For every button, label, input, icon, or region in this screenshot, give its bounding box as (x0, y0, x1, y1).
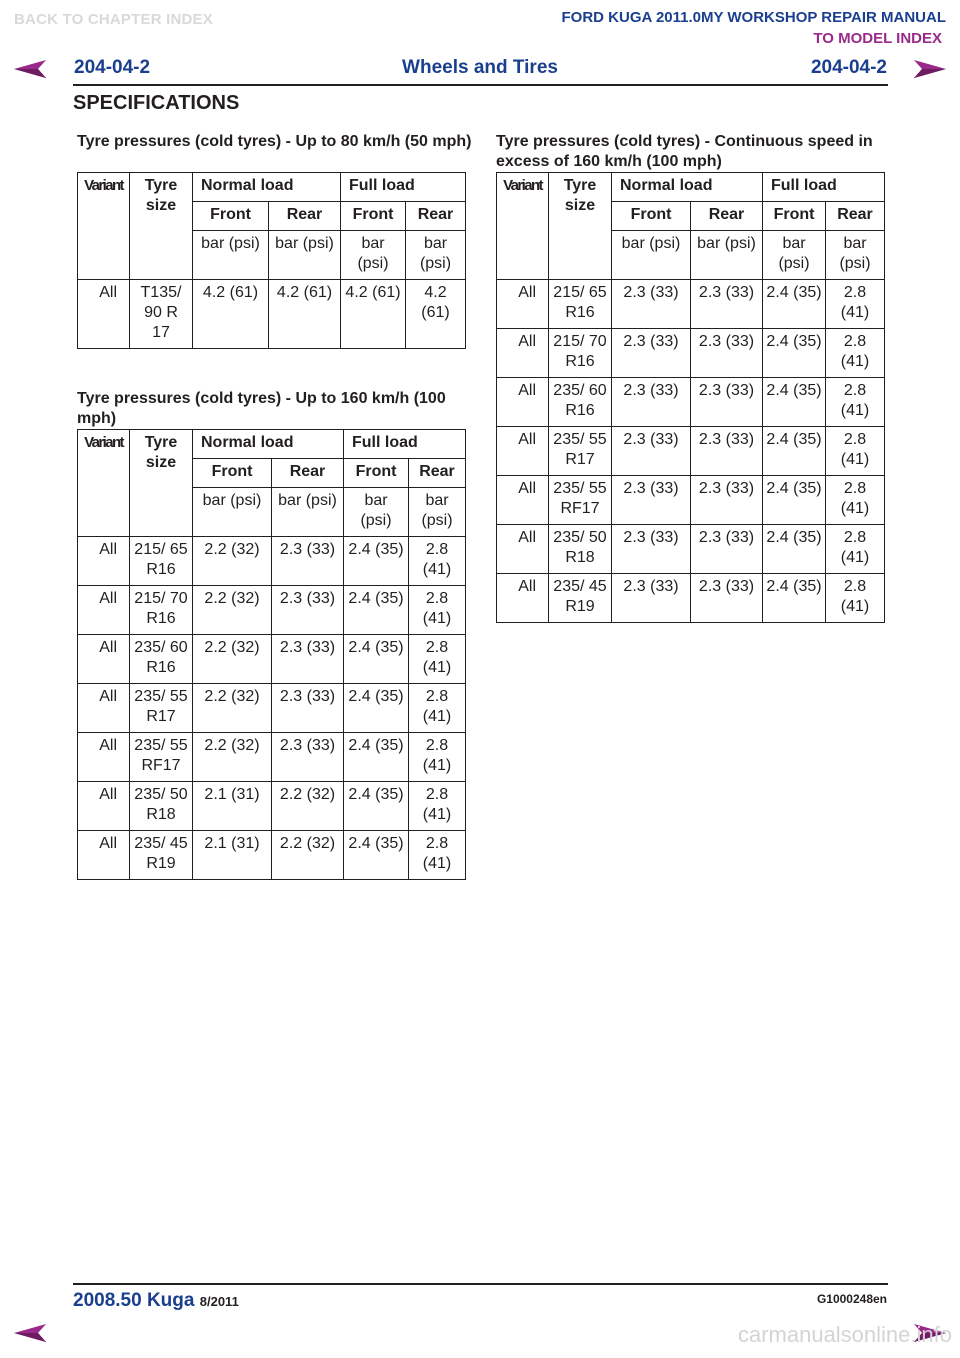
chapter-title: Wheels and Tires (402, 57, 558, 78)
pressure-cell: 2.4 (35) (344, 782, 409, 831)
pressure-cell: 2.4 (35) (344, 586, 409, 635)
table-row (497, 476, 885, 525)
pressure-cell: 4.2 (61) (341, 280, 406, 349)
table-row (78, 831, 466, 880)
pressure-cell: 2.3 (33) (612, 574, 691, 623)
manual-title: FORD KUGA 2011.0MY WORKSHOP REPAIR MANUAL (561, 9, 946, 26)
pressure-cell: 2.2 (32) (193, 635, 272, 684)
tyre-size-cell: 215/ 65 R16 (549, 280, 612, 329)
pressure-cell: 2.8 (41) (409, 782, 466, 831)
pressure-cell: 2.4 (35) (763, 378, 826, 427)
pressure-cell: 2.2 (32) (272, 782, 344, 831)
normal-rear-header: Rear (691, 202, 763, 231)
variant-cell: All (78, 782, 130, 831)
pressure-cell: 2.3 (33) (272, 733, 344, 782)
unit-cell: bar (psi) (691, 231, 763, 280)
variant-cell: All (78, 537, 130, 586)
footer-edition-text: 2008.50 Kuga (73, 1290, 195, 1311)
pressure-cell: 2.1 (31) (193, 782, 272, 831)
normal-rear-header: Rear (269, 202, 341, 231)
full-front-header: Front (341, 202, 406, 231)
tyre-size-cell: 215/ 70 R16 (130, 586, 193, 635)
pressure-cell: 2.8 (41) (409, 733, 466, 782)
pressure-cell: 2.3 (33) (612, 427, 691, 476)
header-rule (73, 84, 888, 86)
pressure-cell: 4.2 (61) (406, 280, 466, 349)
footer-edition (73, 1290, 239, 1312)
pressure-cell: 2.3 (33) (612, 476, 691, 525)
pressure-cell: 2.2 (32) (272, 831, 344, 880)
pressure-cell: 2.3 (33) (612, 329, 691, 378)
pressure-cell: 2.1 (31) (193, 831, 272, 880)
table-row (78, 537, 466, 586)
pressure-cell: 2.2 (32) (193, 537, 272, 586)
pressure-cell: 2.8 (41) (409, 831, 466, 880)
normal-rear-header: Rear (272, 459, 344, 488)
pressure-cell: 2.3 (33) (691, 574, 763, 623)
table-row (497, 378, 885, 427)
tyre-size-cell: 235/ 55 RF17 (130, 733, 193, 782)
pressure-cell: 2.8 (41) (409, 684, 466, 733)
tyre-size-cell: 215/ 65 R16 (130, 537, 193, 586)
to-model-index-link[interactable]: TO MODEL INDEX (813, 30, 942, 47)
table-row (78, 635, 466, 684)
pressure-cell: 2.8 (41) (826, 280, 885, 329)
variant-cell: All (78, 635, 130, 684)
section-title: SPECIFICATIONS (73, 92, 240, 114)
pressure-cell: 2.4 (35) (344, 635, 409, 684)
table-row (497, 574, 885, 623)
unit-cell: bar (psi) (763, 231, 826, 280)
pressure-cell: 2.4 (35) (763, 427, 826, 476)
table-row (78, 684, 466, 733)
tyre-size-cell: 215/ 70 R16 (549, 329, 612, 378)
full-rear-header: Rear (406, 202, 466, 231)
unit-cell: bar (psi) (344, 488, 409, 537)
unit-cell: bar (psi) (341, 231, 406, 280)
table-row (78, 586, 466, 635)
pressure-cell: 4.2 (61) (269, 280, 341, 349)
variant-header: Variant (78, 173, 130, 280)
pressure-cell: 2.3 (33) (272, 684, 344, 733)
normal-front-header: Front (612, 202, 691, 231)
normal-load-header: Normal load (193, 430, 344, 459)
footer-previous-arrow-icon[interactable] (12, 1322, 48, 1344)
tyre-size-cell: 235/ 55 RF17 (549, 476, 612, 525)
pressure-cell: 2.8 (41) (409, 586, 466, 635)
normal-front-header: Front (193, 202, 269, 231)
pressure-cell: 2.8 (41) (409, 635, 466, 684)
normal-load-header: Normal load (612, 173, 763, 202)
pressure-cell: 4.2 (61) (193, 280, 269, 349)
pressure-cell: 2.3 (33) (691, 378, 763, 427)
pressure-cell: 2.8 (41) (826, 329, 885, 378)
pressure-cell: 2.4 (35) (344, 537, 409, 586)
normal-front-header: Front (193, 459, 272, 488)
variant-cell: All (497, 574, 549, 623)
pressure-cell: 2.3 (33) (272, 586, 344, 635)
page-number-right: 204-04-2 (810, 57, 887, 78)
tyre-size-cell: 235/ 50 R18 (130, 782, 193, 831)
pressure-cell: 2.3 (33) (612, 378, 691, 427)
variant-cell: All (78, 586, 130, 635)
variant-cell: All (497, 280, 549, 329)
tyre-pressure-table-continuous (496, 172, 885, 623)
pressure-cell: 2.3 (33) (272, 635, 344, 684)
pressure-cell: 2.3 (33) (691, 476, 763, 525)
pressure-cell: 2.8 (41) (826, 427, 885, 476)
unit-cell: bar (psi) (272, 488, 344, 537)
unit-cell: bar (psi) (193, 488, 272, 537)
table-row (497, 525, 885, 574)
table-80-caption: Tyre pressures (cold tyres) - Up to 80 km/h (50 mph) (77, 133, 472, 150)
tyre-size-cell: 235/ 50 R18 (549, 525, 612, 574)
footer-rule (73, 1283, 888, 1285)
table-row (78, 280, 466, 349)
table-row (497, 280, 885, 329)
variant-cell: All (497, 378, 549, 427)
pressure-cell: 2.4 (35) (344, 684, 409, 733)
variant-cell: All (497, 427, 549, 476)
unit-cell: bar (psi) (269, 231, 341, 280)
pressure-cell: 2.4 (35) (763, 525, 826, 574)
full-front-header: Front (763, 202, 826, 231)
variant-cell: All (497, 329, 549, 378)
table-160-caption: Tyre pressures (cold tyres) - Up to 160 km/h (100 mph) (77, 390, 446, 427)
pressure-cell: 2.3 (33) (691, 280, 763, 329)
normal-load-header: Normal load (193, 173, 341, 202)
variant-header: Variant (78, 430, 130, 537)
full-load-header: Full load (763, 173, 885, 202)
tyre-pressure-table-160 (77, 429, 466, 880)
full-rear-header: Rear (826, 202, 885, 231)
table-row (497, 427, 885, 476)
header-row (78, 430, 466, 459)
back-to-chapter-index-link[interactable]: BACK TO CHAPTER INDEX (14, 11, 213, 28)
variant-cell: All (78, 684, 130, 733)
full-load-header: Full load (341, 173, 466, 202)
tyre-size-cell: 235/ 60 R16 (130, 635, 193, 684)
pressure-cell: 2.4 (35) (763, 574, 826, 623)
variant-cell: All (78, 280, 130, 349)
tyre-size-header: Tyre size (130, 430, 193, 537)
watermark: carmanualsonline.info (737, 1322, 952, 1347)
table-row (78, 733, 466, 782)
full-front-header: Front (344, 459, 409, 488)
pressure-cell: 2.4 (35) (763, 280, 826, 329)
unit-cell: bar (psi) (193, 231, 269, 280)
unit-cell: bar (psi) (612, 231, 691, 280)
pressure-cell: 2.4 (35) (344, 831, 409, 880)
pressure-cell: 2.8 (41) (409, 537, 466, 586)
tyre-size-header: Tyre size (130, 173, 193, 280)
table-row (497, 329, 885, 378)
tyre-size-cell: 235/ 45 R19 (549, 574, 612, 623)
tyre-pressure-table-80 (77, 172, 466, 349)
tyre-size-cell: 235/ 55 R17 (130, 684, 193, 733)
footer-code: G1000248en (816, 1292, 887, 1306)
pressure-cell: 2.3 (33) (691, 329, 763, 378)
tyre-size-header: Tyre size (549, 173, 612, 280)
variant-cell: All (497, 476, 549, 525)
header-row (497, 173, 885, 202)
pressure-cell: 2.4 (35) (763, 329, 826, 378)
pressure-cell: 2.3 (33) (612, 280, 691, 329)
table-row (78, 782, 466, 831)
pressure-cell: 2.3 (33) (612, 525, 691, 574)
tyre-size-cell: 235/ 55 R17 (549, 427, 612, 476)
variant-cell: All (78, 733, 130, 782)
pressure-cell: 2.4 (35) (344, 733, 409, 782)
pressure-cell: 2.3 (33) (691, 525, 763, 574)
unit-cell: bar (psi) (406, 231, 466, 280)
footer-date: 8/2011 (199, 1294, 239, 1309)
tyre-size-cell: 235/ 60 R16 (549, 378, 612, 427)
pressure-cell: 2.2 (32) (193, 586, 272, 635)
pressure-cell: 2.2 (32) (193, 684, 272, 733)
pressure-cell: 2.3 (33) (272, 537, 344, 586)
pressure-cell: 2.3 (33) (691, 427, 763, 476)
pressure-cell: 2.8 (41) (826, 574, 885, 623)
variant-cell: All (497, 525, 549, 574)
table-continuous-caption: Tyre pressures (cold tyres) - Continuous speed in excess of 160 km/h (100 mph) (496, 133, 873, 170)
pressure-cell: 2.8 (41) (826, 378, 885, 427)
pressure-cell: 2.4 (35) (763, 476, 826, 525)
full-rear-header: Rear (409, 459, 466, 488)
unit-cell: bar (psi) (409, 488, 466, 537)
tyre-size-cell: 235/ 45 R19 (130, 831, 193, 880)
unit-cell: bar (psi) (826, 231, 885, 280)
variant-cell: All (78, 831, 130, 880)
page-number-left: 204-04-2 (74, 57, 151, 78)
pressure-cell: 2.2 (32) (193, 733, 272, 782)
tyre-size-cell: T135/ 90 R 17 (130, 280, 193, 349)
pressure-cell: 2.8 (41) (826, 476, 885, 525)
full-load-header: Full load (344, 430, 466, 459)
pressure-cell: 2.8 (41) (826, 525, 885, 574)
header-row (78, 173, 466, 202)
variant-header: Variant (497, 173, 549, 280)
